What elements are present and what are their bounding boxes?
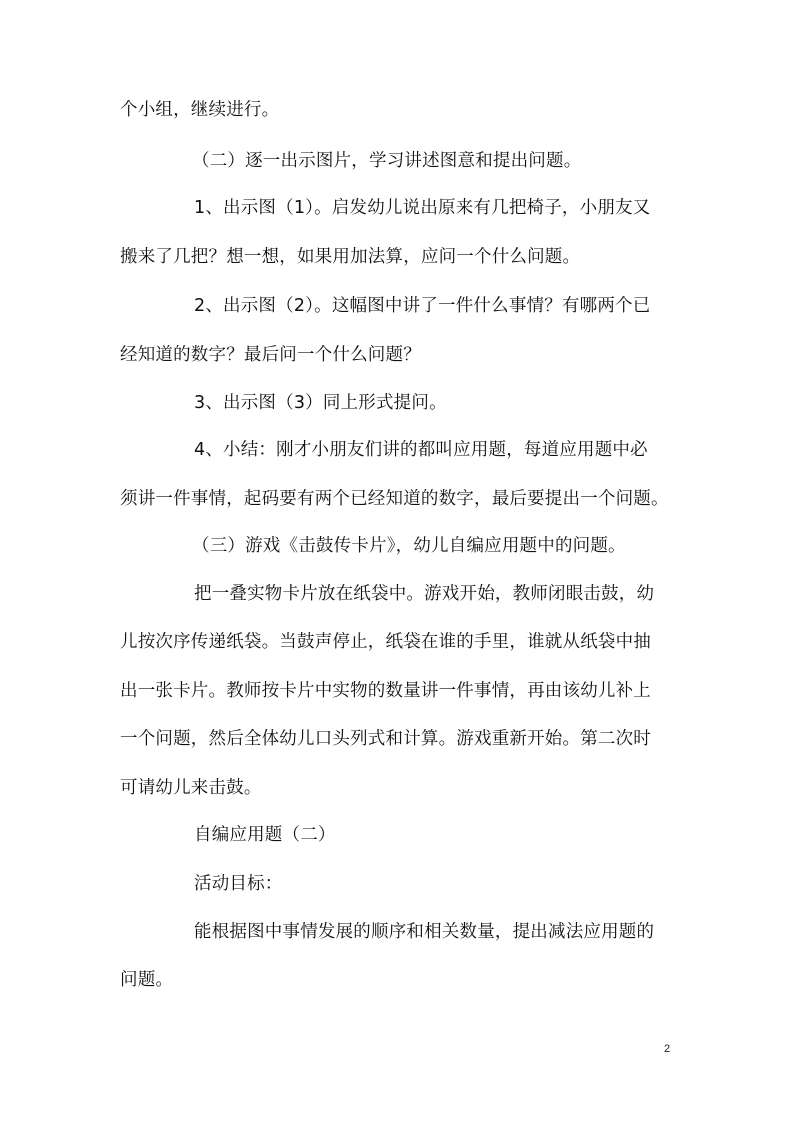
section-heading: （三）游戏《击鼓传卡片》，幼儿自编应用题中的问题。 bbox=[192, 536, 626, 556]
paragraph-line: 搬来了几把？想一想，如果用加法算，应问一个什么问题。 bbox=[120, 247, 581, 267]
paragraph-line: 出一张卡片。教师按卡片中实物的数量讲一件事情，再由该幼儿补上 bbox=[120, 681, 651, 701]
section-heading: （二）逐一出示图片，学习讲述图意和提出问题。 bbox=[192, 151, 582, 171]
paragraph-line: 儿按次序传递纸袋。当鼓声停止，纸袋在谁的手里，谁就从纸袋中抽 bbox=[120, 632, 651, 652]
paragraph-line: 个小组，继续进行。 bbox=[120, 100, 280, 120]
paragraph-line: 一个问题，然后全体幼儿口头列式和计算。游戏重新开始。第二次时 bbox=[120, 729, 651, 749]
paragraph-line: 问题。 bbox=[120, 970, 174, 990]
paragraph-line: 1、出示图（1）。启发幼儿说出原来有几把椅子，小朋友又 bbox=[194, 198, 651, 218]
paragraph-line: 经知道的数字？最后问一个什么问题？ bbox=[120, 345, 421, 365]
paragraph-line: 能根据图中事情发展的顺序和相关数量，提出减法应用题的 bbox=[194, 922, 655, 942]
paragraph-line: 2、出示图（2）。这幅图中讲了一件什么事情？有哪两个已 bbox=[194, 296, 651, 316]
paragraph-line: 把一叠实物卡片放在纸袋中。游戏开始，教师闭眼击鼓，幼 bbox=[194, 584, 655, 604]
paragraph-line: 可请幼儿来击鼓。 bbox=[120, 778, 262, 798]
paragraph-line: 须讲一件事情，起码要有两个已经知道的数字，最后要提出一个问题。 bbox=[120, 489, 669, 509]
paragraph-line: 4、小结：刚才小朋友们讲的都叫应用题，每道应用题中必 bbox=[194, 440, 648, 460]
page-number: 2 bbox=[664, 1043, 671, 1055]
paragraph-line: 3、出示图（3）同上形式提问。 bbox=[194, 393, 447, 413]
subsection-title: 自编应用题（二） bbox=[194, 825, 336, 845]
subsection-label: 活动目标： bbox=[194, 874, 283, 894]
